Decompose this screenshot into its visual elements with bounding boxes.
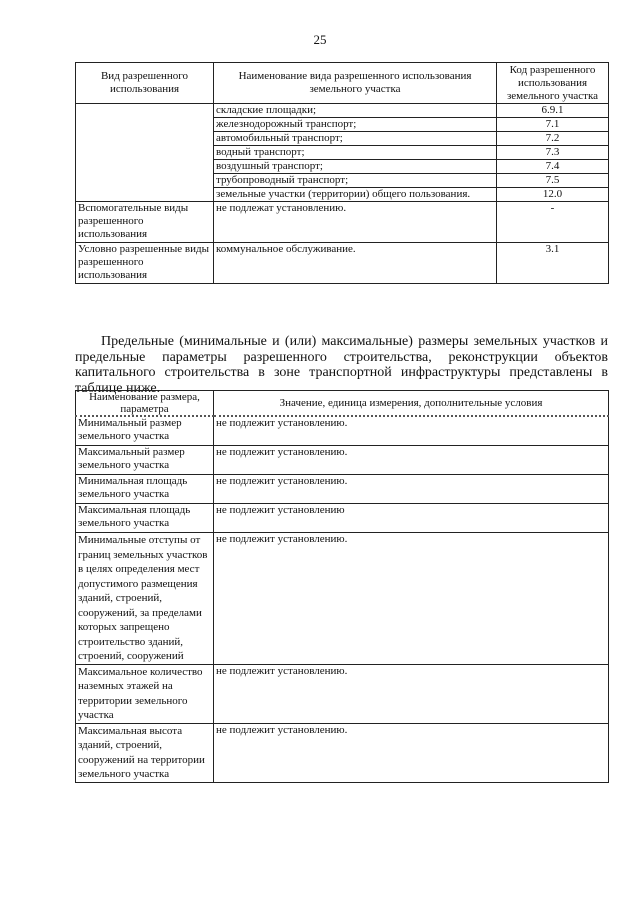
table-row — [76, 243, 609, 284]
parameter-value-cell: не подлежит установлению. — [214, 533, 609, 665]
use-code-cell: 7.5 — [497, 174, 609, 188]
use-code-cell: 7.3 — [497, 146, 609, 160]
column-header: Значение, единица измерения, дополнительные условия — [214, 391, 609, 417]
use-name-cell: складские площадки; — [214, 104, 497, 118]
use-code-cell: 3.1 — [497, 243, 609, 284]
permitted-use-table — [75, 62, 609, 284]
parameter-name-cell: Минимальная площадь земельного участка — [76, 475, 214, 504]
column-header: Наименование вида разрешенного использования земельного участка — [214, 63, 497, 104]
body-paragraph: Предельные (минимальные и (или) максимальные) размеры земельных участков и предельные параметры разрешенного строительства, реконструкции объектов капитального строительства в зоне транспортной инфраструктуры представлены в таблице ниже. — [75, 334, 608, 396]
table-header-row — [76, 391, 609, 417]
use-type-cell: Вспомогательные виды разрешенного использования — [76, 202, 214, 243]
parameter-name-cell: Минимальный размер земельного участка — [76, 416, 214, 446]
parameter-value-cell: не подлежит установлению. — [214, 446, 609, 475]
use-name-cell: водный транспорт; — [214, 146, 497, 160]
column-header: Код разрешенного использования земельного участка — [497, 63, 609, 104]
use-name-cell: автомобильный транспорт; — [214, 132, 497, 146]
use-name-cell: коммунальное обслуживание. — [214, 243, 497, 284]
parameter-name-cell: Максимальная высота зданий, строений, сооружений на территории земельного участка — [76, 723, 214, 782]
use-code-cell: 12.0 — [497, 188, 609, 202]
parameter-name-cell: Минимальные отступы от границ земельных участков в целях определения мест допустимого размещения зданий, строений, сооружений, за пределами которых запрещено строительство зданий, строений, сооружений — [76, 533, 214, 665]
table-header-row — [76, 63, 609, 104]
use-name-cell: земельные участки (территории) общего пользования. — [214, 188, 497, 202]
use-code-cell: 7.4 — [497, 160, 609, 174]
parameter-value-cell: не подлежит установлению. — [214, 475, 609, 504]
column-header: Наименование размера, параметра — [76, 391, 214, 417]
table-row — [76, 104, 609, 118]
table-row — [76, 533, 609, 665]
parameter-value-cell: не подлежит установлению. — [214, 664, 609, 723]
use-code-cell: 6.9.1 — [497, 104, 609, 118]
table-row — [76, 504, 609, 533]
column-header: Вид разрешенного использования — [76, 63, 214, 104]
table-row — [76, 475, 609, 504]
parameter-name-cell: Максимальное количество наземных этажей на территории земельного участка — [76, 664, 214, 723]
table-row — [76, 202, 609, 243]
use-name-cell: воздушный транспорт; — [214, 160, 497, 174]
table-row — [76, 416, 609, 446]
parameter-value-cell: не подлежит установлению — [214, 504, 609, 533]
parameter-name-cell: Максимальный размер земельного участка — [76, 446, 214, 475]
use-code-cell: - — [497, 202, 609, 243]
use-name-cell: трубопроводный транспорт; — [214, 174, 497, 188]
page-number: 25 — [313, 32, 327, 47]
use-type-cell: Условно разрешенные виды разрешенного использования — [76, 243, 214, 284]
use-name-cell: железнодорожный транспорт; — [214, 118, 497, 132]
parameter-value-cell: не подлежит установлению. — [214, 416, 609, 446]
table-row — [76, 664, 609, 723]
use-name-cell: не подлежат установлению. — [214, 202, 497, 243]
use-type-cell — [76, 104, 214, 202]
use-code-cell: 7.1 — [497, 118, 609, 132]
parameter-name-cell: Максимальная площадь земельного участка — [76, 504, 214, 533]
parameter-value-cell: не подлежит установлению. — [214, 723, 609, 782]
use-code-cell: 7.2 — [497, 132, 609, 146]
table-row — [76, 723, 609, 782]
table-row — [76, 446, 609, 475]
parameters-table — [75, 390, 609, 783]
